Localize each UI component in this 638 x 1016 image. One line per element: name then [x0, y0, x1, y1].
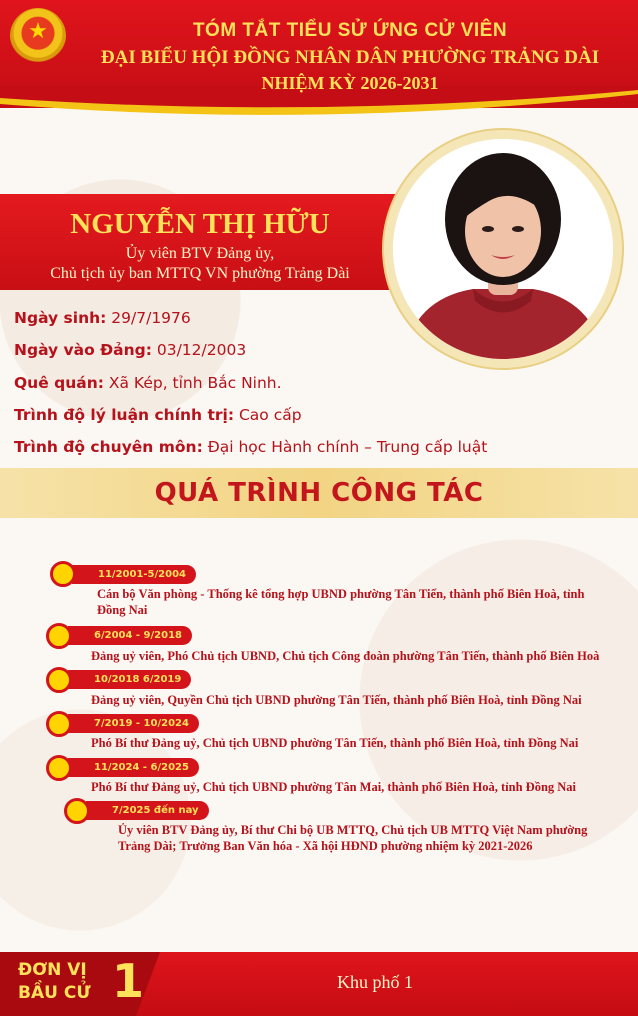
unit-label-1: ĐƠN VỊ [18, 960, 87, 980]
timeline-text: Cán bộ Văn phòng - Thống kê tổng hợp UBND phường Tân Tiến, thành phố Biên Hoà, tỉnh Đồng Nai [97, 587, 585, 617]
bio-political-level: Trình độ lý luận chính trị: Cao cấp [14, 406, 302, 424]
candidate-portrait [393, 139, 613, 359]
timeline-dot [46, 711, 72, 737]
bio-hometown: Quê quán: Xã Kép, tỉnh Bắc Ninh. [14, 374, 282, 392]
header-term: NHIỆM KỲ 2026-2031 [261, 73, 439, 93]
timeline-text: Phó Bí thư Đảng uỷ, Chủ tịch UBND phường Tân Tiến, thành phố Biên Hoà, tỉnh Đồng Nai [91, 736, 579, 750]
national-emblem-icon: ★ [10, 8, 66, 64]
timeline-period: 7/2025 đến nay [86, 801, 209, 820]
header-subtitle: ĐẠI BIỂU HỘI ĐỒNG NHÂN DÂN PHƯỜNG TRẢNG DÀI [100, 47, 600, 68]
unit-number: 1 [112, 954, 145, 1008]
timeline-dot [46, 667, 72, 693]
timeline-text: Phó Bí thư Đảng uỷ, Chủ tịch UBND phường Tân Mai, thành phố Biên Hoà, tỉnh Đồng Nai [91, 780, 577, 794]
timeline-dot [46, 623, 72, 649]
timeline-dot [50, 561, 76, 587]
timeline-text: Đảng uỷ viên, Phó Chủ tịch UBND, Chủ tịch Công đoàn phường Tân Tiến, thành phố Biên Hoà [91, 649, 600, 663]
timeline-period: 6/2004 - 9/2018 [68, 626, 192, 645]
candidate-name: NGUYỄN THỊ HỮU [70, 208, 330, 240]
candidate-position-1: Ủy viên BTV Đảng ủy, [125, 245, 275, 262]
bio-party-date: Ngày vào Đảng: 03/12/2003 [14, 341, 247, 359]
timeline-dot [46, 755, 72, 781]
bio-birthdate: Ngày sinh: 29/7/1976 [14, 309, 191, 327]
timeline-period: 10/2018 6/2019 [68, 670, 191, 689]
timeline-period: 11/2024 - 6/2025 [68, 758, 199, 777]
candidate-position-2: Chủ tịch ủy ban MTTQ VN phường Trảng Dài [50, 265, 350, 282]
timeline-dot [64, 798, 90, 824]
timeline-text: Ủy viên BTV Đảng ủy, Bí thư Chi bộ UB MTTQ, Chủ tịch UB MTTQ Việt Nam phường Trảng Dài; Trưởng Ban Văn hóa - Xã hội HĐND phường nhiệm kỳ 2021-2026 [118, 823, 588, 853]
timeline-text: Đảng uỷ viên, Quyền Chủ tịch UBND phường Tân Tiến, thành phố Biên Hoà, tỉnh Đồng Nai [91, 693, 582, 707]
bio-education: Trình độ chuyên môn: Đại học Hành chính – Trung cấp luật [14, 438, 488, 456]
timeline-period: 7/2019 - 10/2024 [68, 714, 199, 733]
section-title: QUÁ TRÌNH CÔNG TÁC [154, 478, 484, 508]
header-title: TÓM TẮT TIỂU SỬ ỨNG CỬ VIÊN [192, 20, 508, 41]
unit-label-2: BẦU CỬ [18, 983, 91, 1003]
constituency-area: Khu phố 1 [337, 972, 413, 992]
timeline-period: 11/2001-5/2004 [72, 565, 196, 584]
